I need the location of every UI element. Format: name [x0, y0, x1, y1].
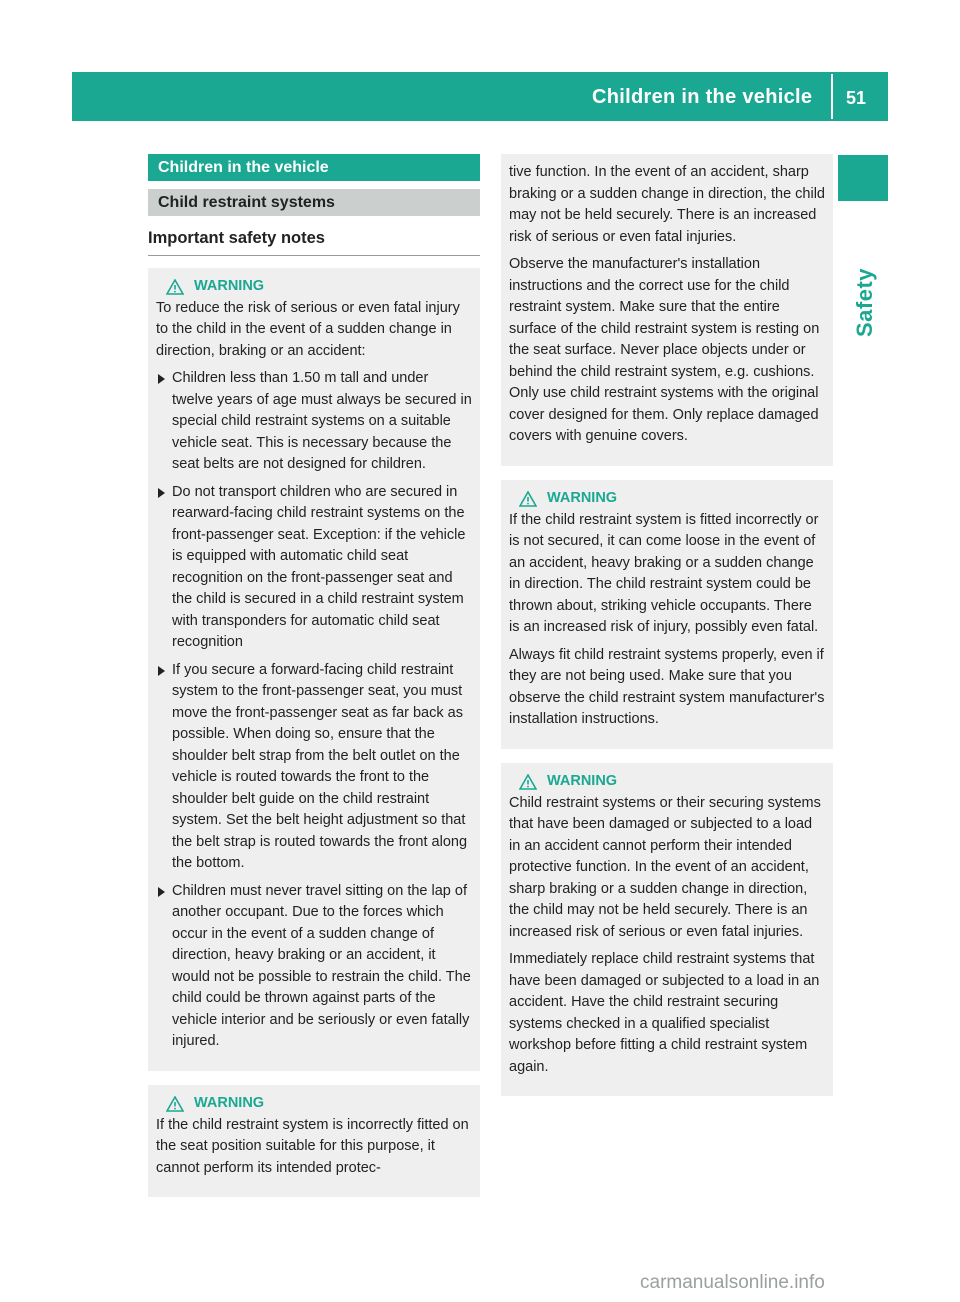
- warning-header: [509, 771, 825, 793]
- warning-header: [156, 1093, 472, 1115]
- warning-box-2: [148, 1085, 480, 1198]
- page-number: 51: [846, 88, 867, 108]
- bullet-item: If you secure a forward-facing child restraint system to the front-passenger seat, you must move the front-passenger seat as far back as possible. When doing so, ensure that the shoulder belt strap from the belt outlet on the vehicle is routed towards the front to the shoulder belt guide on the child restraint system. Set the belt height adjustment so that the belt strap is routed towards the front along the bottom.: [156, 660, 472, 875]
- warning-box-3: [501, 480, 833, 749]
- warning-triangle-icon: [166, 1096, 184, 1112]
- right-column: [501, 154, 833, 1096]
- header-divider: [831, 74, 833, 119]
- warning-label: WARNING: [194, 277, 265, 294]
- warning-triangle-icon: [519, 774, 537, 790]
- warning-header: [156, 276, 472, 298]
- footer-watermark: carmanualsonline.info: [640, 1272, 825, 1293]
- warning-text: If the child restraint system is incorrectly fitted on the seat position suitable for this purpose, it cannot perform its intended protec-: [156, 1116, 469, 1176]
- warning-box-2-continued: [501, 154, 833, 466]
- warning-header: [509, 488, 825, 510]
- warning-triangle-icon: [166, 279, 184, 295]
- warning-label: WARNING: [547, 489, 618, 506]
- left-column: [148, 154, 480, 1197]
- section-title: Children in the vehicle: [148, 154, 480, 181]
- warning-triangle-icon: [519, 491, 537, 507]
- important-safety-notes-heading: Important safety notes: [148, 216, 480, 256]
- warning-text: Immediately replace child restraint systems that have been damaged or subjected to a load in an accident. Have the child restraint securing systems checked in a qualified specialist workshop before fitting a child restraint system again.: [509, 951, 820, 1075]
- bullet-item: Children less than 1.50 m tall and under twelve years of age must always be secured in special child restraint systems on a suitable vehicle seat. This is necessary because the seat belts are not designed for children.: [156, 368, 472, 476]
- bullet-item: Children must never travel sitting on the lap of another occupant. Due to the forces which occur in the event of a sudden change of direction, heavy braking or an accident, it would not be possible to restrain the child. The child could be thrown against parts of the vehicle interior and be seriously or even fatally injured.: [156, 881, 472, 1053]
- warning-text: Always fit child restraint systems properly, even if they are not being used. Make sure that you observe the child restraint system manufacturer's installation instructions.: [509, 646, 825, 727]
- warning-label: WARNING: [547, 772, 618, 789]
- side-tab-marker: [838, 155, 888, 201]
- warning-label: WARNING: [194, 1094, 265, 1111]
- warning-box-1: [148, 268, 480, 1071]
- warning-text: If the child restraint system is fitted incorrectly or is not secured, it can come loose in the event of an accident, heavy braking or a sudden change in direction. The child restraint system could be thrown about, striking vehicle occupants. There is an increased risk of injury, possibly even fatal.: [509, 511, 819, 635]
- warning-bullet-list: [156, 368, 472, 1053]
- warning-intro: To reduce the risk of serious or even fatal injury to the child in the event of a sudden change in direction, braking or an accident:: [156, 299, 460, 359]
- warning-text: Child restraint systems or their securing systems that have been damaged or subjected to a load in an accident cannot perform their intended protective function. In the event of an accident, sharp braking or a sudden change in direction, the child may not be held securely. There is an increased risk of serious or even fatal injuries.: [509, 794, 821, 940]
- warning-text: tive function. In the event of an accident, sharp braking or a sudden change in direction, the child may not be held securely. There is an increased risk of serious or even fatal injuries.: [509, 164, 825, 245]
- side-tab-label: Safety: [852, 267, 877, 337]
- page-header-title: Children in the vehicle: [592, 86, 813, 108]
- warning-box-4: [501, 763, 833, 1097]
- subsection-title: Child restraint systems: [148, 189, 480, 216]
- bullet-item: Do not transport children who are secured in rearward-facing child restraint systems on the front-passenger seat. Exception: if the vehicle is equipped with automatic child seat recognition on the front-passenger seat and the child is secured in a child restraint system with transponders for automatic child seat recognition: [156, 482, 472, 654]
- warning-text: Observe the manufacturer's installation instructions and the correct use for the child restraint system. Make sure that the entire surface of the child restraint system is resting on the seat surface. Never place objects under or behind the child restraint system, e.g. cushions. Only use child restraint systems with the original cover designed for them. Only replace damaged covers with genuine covers.: [509, 256, 820, 444]
